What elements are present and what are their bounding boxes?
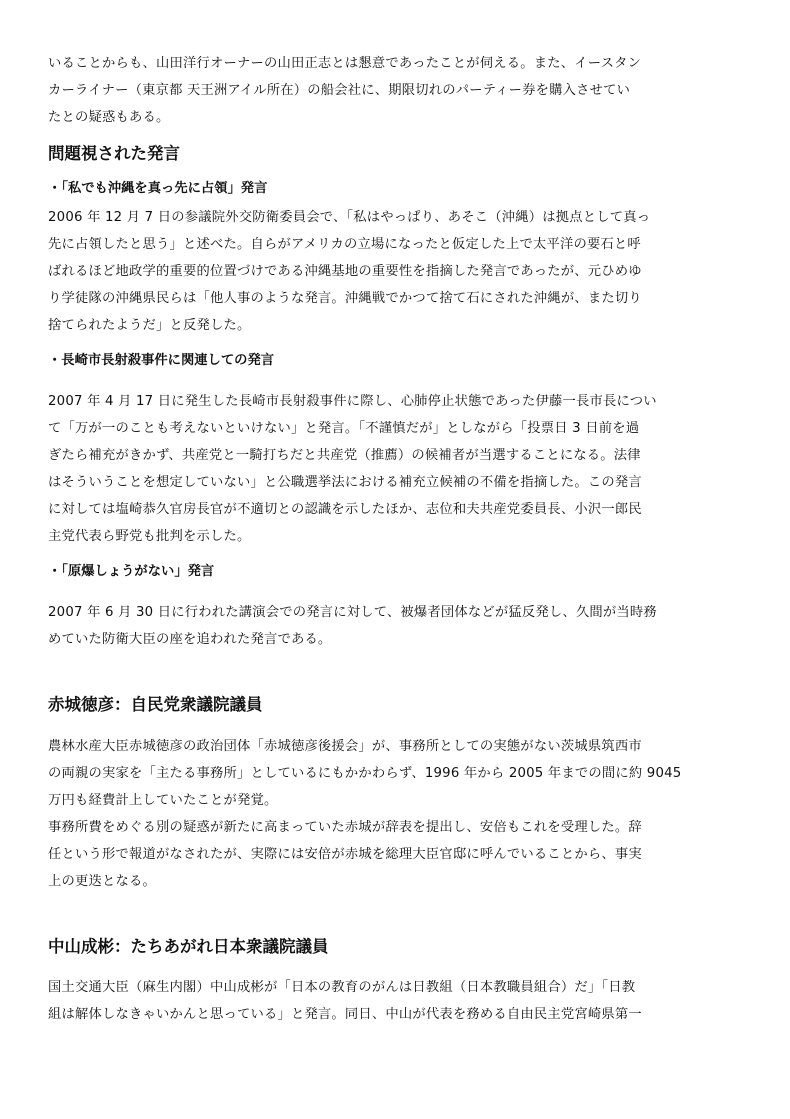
text-line: 組は解体しなきゃいかんと思っている」と発言。同日、中山が代表を務める自由民主党宮崎県第一	[48, 1007, 642, 1022]
text-line: たとの疑惑もある。	[48, 110, 170, 125]
subheading-okinawa-remark: ・「私でも沖縄を真っ先に占領」発言	[48, 181, 268, 196]
text-line: いることからも、山田洋行オーナーの山田正志とは懇意であったことが伺える。また、イースタン	[48, 56, 642, 71]
nagasaki-remark-paragraph	[48, 388, 744, 550]
text-line: 2006 年 12 月 7 日の参議院外交防衛委員会で、「私はやっぱり、あそこ（沖縄）は拠点として真っ	[48, 210, 651, 225]
section-heading-problem-remarks: 問題視された発言	[48, 144, 180, 163]
nakayama-paragraph	[48, 974, 744, 1028]
text-line: に対しては塩崎恭久官房長官が不適切との認識を示したほか、志位和夫共産党委員長、小沢一郎民	[48, 502, 642, 517]
text-line: ぎたら補充がきかず、共産党と一騎打ちだと共産党（推薦）の候補者が当選することになる。法律	[48, 448, 641, 463]
intro-paragraph	[48, 50, 744, 131]
section-heading-nakayama: 中山成彬：たちあがれ日本衆議院議員	[48, 937, 329, 956]
text-line: の両親の実家を「主たる事務所」としているにもかかわらず、1996 年から 2005 年までの間に約 9045	[48, 766, 682, 781]
akagi-paragraph	[48, 733, 744, 895]
text-line: ばれるほど地政学的重要的位置づけである沖縄基地の重要性を指摘した発言であったが、元ひめゆ	[48, 264, 642, 279]
text-line: 先に占領したと思う」と述べた。自らがアメリカの立場になったと仮定した上で太平洋の要石と呼	[48, 237, 641, 252]
text-line: 上の更迭となる。	[48, 874, 156, 889]
text-line: 任という形で報道がなされたが、実際には安倍が赤城を総理大臣官邸に呼んでいることから、事実	[48, 847, 642, 862]
document-page	[48, 50, 744, 1028]
text-line: めていた防衛大臣の座を追われた発言である。	[48, 632, 332, 647]
text-line: カーライナー（東京都 天王洲アイル所在）の船会社に、期限切れのパーティー券を購入させてい	[48, 83, 631, 98]
section-heading-akagi: 赤城徳彦：自民党衆議院議員	[48, 695, 263, 714]
subheading-atomic-bomb-remark: ・「原爆しょうがない」発言	[48, 564, 215, 579]
text-line: 捨てられたようだ」と反発した。	[48, 318, 251, 333]
text-line: 主党代表ら野党も批判を示した。	[48, 529, 251, 544]
text-line: 2007 年 6 月 30 日に行われた講演会での発言に対して、被爆者団体などが猛反発し、久間が当時務	[48, 605, 657, 620]
text-line: はそういうことを想定していない」と公職選挙法における補充立候補の不備を指摘した。この発言	[48, 475, 642, 490]
text-line: り学徒隊の沖縄県民らは「他人事のような発言。沖縄戦でかつて捨て石にされた沖縄が、また切り	[48, 291, 642, 306]
text-line: 万円も経費計上していたことが発覚。	[48, 793, 278, 808]
text-line: 国土交通大臣（麻生内閣）中山成彬が「日本の教育のがんは日教組（日本教職員組合）だ」「日教	[48, 980, 636, 995]
text-line: 2007 年 4 月 17 日に発生した長崎市長射殺事件に際し、心肺停止状態であった伊藤一長市長につい	[48, 394, 657, 409]
text-line: 農林水産大臣赤城徳彦の政治団体「赤城徳彦後援会」が、事務所としての実態がない茨城県筑西市	[48, 739, 642, 754]
subheading-nagasaki-remark: ・長崎市長射殺事件に関連しての発言	[48, 353, 275, 368]
text-line: て「万が一のことも考えないといけない」と発言。「不謹慎だが」としながら「投票日 3 日前を過	[48, 421, 640, 436]
atomic-bomb-remark-paragraph	[48, 599, 744, 653]
text-line: 事務所費をめぐる別の疑惑が新たに高まっていた赤城が辞表を提出し、安倍もこれを受理した。辞	[48, 820, 642, 835]
okinawa-remark-paragraph	[48, 204, 744, 339]
